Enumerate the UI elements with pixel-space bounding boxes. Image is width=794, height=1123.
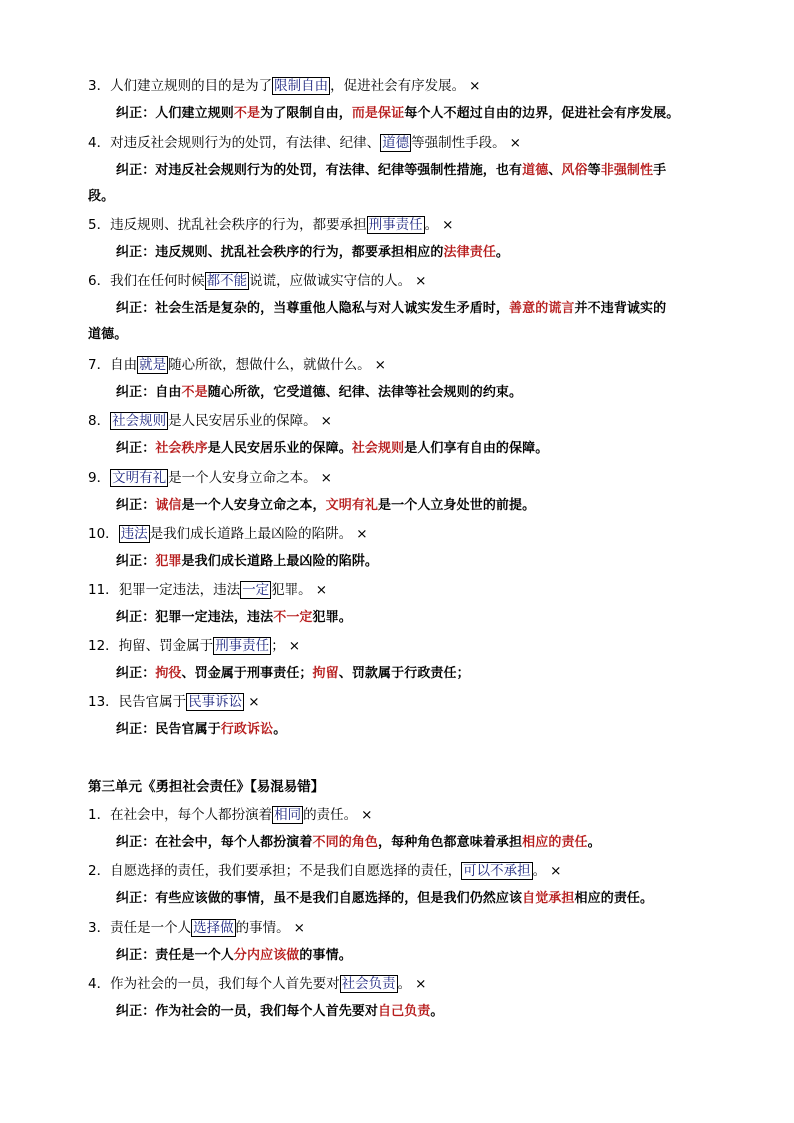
question-number: 1． xyxy=(88,807,111,823)
question-number: 7． xyxy=(88,357,111,373)
question-number: 11． xyxy=(88,582,119,598)
boxed-error: 选择做 xyxy=(193,920,234,936)
key-answer: 道德 xyxy=(522,163,549,178)
question-number: 4． xyxy=(88,976,111,992)
correction-a8 xyxy=(0,605,794,631)
key-answer: 不一定 xyxy=(273,610,313,625)
correction-text: 等 xyxy=(587,163,601,178)
question-text: 随心所欲，想做什么，就做什么。 xyxy=(168,357,371,373)
question-a6 xyxy=(0,465,794,491)
correction-text: ： xyxy=(142,554,156,569)
wrong-mark: × xyxy=(315,582,327,598)
wrong-mark: × xyxy=(374,357,386,373)
boxed-error: 社会规则 xyxy=(112,413,167,429)
boxed-error: 限制自由 xyxy=(274,78,329,94)
question-a3 xyxy=(0,268,794,294)
correction-a10 xyxy=(0,717,794,743)
section-title: 第三单元《勇担社会责任》【易混易错】 xyxy=(88,779,325,795)
correction-a4 xyxy=(0,380,794,406)
question-number: 5． xyxy=(88,217,111,233)
correction-label: 纠正 xyxy=(116,106,143,121)
question-text: 是一个人安身立命之本。 xyxy=(168,470,317,486)
question-text: 作为社会的一员，我们每个人首先要对 xyxy=(110,976,340,992)
correction-text: 是人民安居乐业的保障。 xyxy=(207,441,352,456)
correction-label: 纠正 xyxy=(116,301,143,316)
correction-text: 、罚金属于刑事责任； xyxy=(181,666,313,681)
question-text: 犯罪。 xyxy=(271,582,312,598)
correction-text: ： xyxy=(142,666,156,681)
question-text: 人们建立规则的目的是为了 xyxy=(110,78,273,94)
correction-text: ，每种角色都意味着承担 xyxy=(378,835,523,850)
wrong-mark: × xyxy=(248,694,260,710)
wrong-mark: × xyxy=(320,470,332,486)
question-text: 。 xyxy=(532,863,547,879)
question-text: ，促进社会有序发展。 xyxy=(330,78,466,94)
correction-text: 是一个人立身处世的前提。 xyxy=(378,498,536,513)
question-text: ； xyxy=(271,638,285,654)
correction-label: 纠正 xyxy=(116,835,143,850)
correction-label: 纠正 xyxy=(116,948,143,963)
key-answer: 犯罪 xyxy=(155,554,182,569)
correction-text: ：作为社会的一员，我们每个人首先要对 xyxy=(142,1004,379,1019)
question-text: 的事情。 xyxy=(235,920,290,936)
correction-label: 纠正 xyxy=(116,1004,143,1019)
correction-text: ：人们建立规则 xyxy=(142,106,234,121)
boxed-error: 都不能 xyxy=(206,273,248,289)
question-number: 9． xyxy=(88,470,111,486)
correction-label: 纠正 xyxy=(116,610,143,625)
correction-a2 xyxy=(0,240,794,266)
correction-label: 纠正 xyxy=(116,245,143,260)
correction-b1 xyxy=(0,886,794,912)
question-number: 6． xyxy=(88,273,111,289)
correction-label: 纠正 xyxy=(116,891,143,906)
correction-text: 、 xyxy=(548,163,562,178)
correction-text: ：有些应该做的事情，虽不是我们自愿选择的，但是我们仍然应该 xyxy=(142,891,523,906)
question-number: 10． xyxy=(88,526,119,542)
key-answer: 分内应该做 xyxy=(233,948,300,963)
question-text: 拘留、罚金属于 xyxy=(118,638,214,654)
correction-text: 。 xyxy=(430,1004,444,1019)
correction-text: 是一个人安身立命之本， xyxy=(181,498,326,513)
key-answer: 法律责任 xyxy=(443,245,496,260)
boxed-error: 刑事责任 xyxy=(368,217,423,233)
correction-continuation: 段。 xyxy=(88,189,115,204)
correction-text: ：民告官属于 xyxy=(142,722,221,737)
wrong-mark: × xyxy=(288,638,300,654)
question-b3 xyxy=(0,971,794,997)
wrong-mark: × xyxy=(415,976,427,992)
correction-text: 为了限制自由， xyxy=(260,106,352,121)
correction-text: 是人们享有自由的保障。 xyxy=(404,441,549,456)
correction-text: ：犯罪一定违法，违法 xyxy=(142,610,274,625)
question-text: 自愿选择的责任，我们要承担；不是我们自愿选择的责任， xyxy=(110,863,462,879)
boxed-error: 刑事责任 xyxy=(215,638,270,654)
question-text: 说谎，应做诚实守信的人。 xyxy=(249,273,412,289)
question-a0 xyxy=(0,73,794,99)
question-a2 xyxy=(0,212,794,238)
correction-text: ：社会生活是复杂的，当尊重他人隐私与对人诚实发生矛盾时， xyxy=(142,301,510,316)
correction-b0 xyxy=(0,830,794,856)
question-a7 xyxy=(0,521,794,547)
correction-b2 xyxy=(0,943,794,969)
question-b1 xyxy=(0,858,794,884)
correction-label: 纠正 xyxy=(116,163,143,178)
question-number: 3． xyxy=(88,920,111,936)
question-number: 3． xyxy=(88,78,111,94)
question-a8 xyxy=(0,577,794,603)
key-answer: 风俗 xyxy=(561,163,588,178)
key-answer: 不是 xyxy=(181,385,208,400)
key-answer: 拘役 xyxy=(155,666,182,681)
wrong-mark: × xyxy=(509,135,521,151)
correction-a3 xyxy=(0,296,794,322)
key-answer: 相应的责任 xyxy=(522,835,588,850)
boxed-error: 相同 xyxy=(274,807,302,823)
correction-text: 并不违背诚实的 xyxy=(574,301,667,316)
correction-text: 每个人不超过自由的边界，促进社会有序发展。 xyxy=(404,106,680,121)
correction-label: 纠正 xyxy=(116,498,143,513)
question-number: 8． xyxy=(88,413,111,429)
correction-b3 xyxy=(0,999,794,1025)
question-text: 是我们成长道路上最凶险的陷阱。 xyxy=(149,526,353,542)
key-answer: 诚信 xyxy=(155,498,182,513)
correction-text: ：自由 xyxy=(142,385,182,400)
correction-text: ：违反规则、扰乱社会秩序的行为，都要承担相应的 xyxy=(142,245,444,260)
question-a1 xyxy=(0,130,794,156)
question-text: 我们在任何时候 xyxy=(110,273,205,289)
key-answer: 不同的角色 xyxy=(312,835,379,850)
question-b0 xyxy=(0,802,794,828)
key-answer: 社会规则 xyxy=(351,441,405,456)
correction-a1 xyxy=(0,158,794,184)
boxed-error: 社会负责 xyxy=(341,976,396,992)
question-text: 民告官属于 xyxy=(118,694,187,710)
key-answer: 不是 xyxy=(233,106,261,121)
correction-a5 xyxy=(0,436,794,462)
question-text: 对违反社会规则行为的处罚，有法律、纪律、 xyxy=(110,135,381,151)
question-a10 xyxy=(0,689,794,715)
key-answer: 社会秩序 xyxy=(155,441,208,456)
boxed-error: 道德 xyxy=(382,135,410,151)
wrong-mark: × xyxy=(469,78,481,94)
key-answer: 自觉承担 xyxy=(522,891,575,906)
key-answer: 善意的谎言 xyxy=(509,301,575,316)
question-a5 xyxy=(0,408,794,434)
question-text: 的责任。 xyxy=(303,807,358,823)
correction-text: 是我们成长道路上最凶险的陷阱。 xyxy=(181,554,379,569)
question-text: 违反规则、扰乱社会秩序的行为，都要承担 xyxy=(110,217,367,233)
correction-text: ：责任是一个人 xyxy=(142,948,234,963)
boxed-error: 违法 xyxy=(120,526,148,542)
question-number: 13． xyxy=(88,694,119,710)
correction-label: 纠正 xyxy=(116,722,143,737)
wrong-mark: × xyxy=(361,807,373,823)
wrong-mark: × xyxy=(442,217,454,233)
correction-text: 、罚款属于行政责任； xyxy=(338,666,470,681)
key-answer: 非强制性 xyxy=(600,163,654,178)
question-b2 xyxy=(0,915,794,941)
correction-a9 xyxy=(0,661,794,687)
correction-a7 xyxy=(0,549,794,575)
correction-text: 犯罪。 xyxy=(312,610,352,625)
correction-text: 手 xyxy=(653,163,667,178)
correction-label: 纠正 xyxy=(116,666,143,681)
wrong-mark: × xyxy=(550,863,562,879)
correction-text: 。 xyxy=(495,245,510,260)
correction-text: 相应的责任。 xyxy=(574,891,654,906)
question-text: 等强制性手段。 xyxy=(411,135,506,151)
wrong-mark: × xyxy=(415,273,427,289)
question-text: 是人民安居乐业的保障。 xyxy=(168,413,317,429)
correction-a6 xyxy=(0,493,794,519)
question-text: 自由 xyxy=(110,357,138,373)
key-answer: 而是保证 xyxy=(351,106,405,121)
boxed-error: 民事诉讼 xyxy=(188,694,243,710)
key-answer: 文明有礼 xyxy=(325,498,379,513)
boxed-error: 文明有礼 xyxy=(112,470,167,486)
wrong-mark: × xyxy=(320,413,332,429)
correction-text: ：对违反社会规则行为的处罚，有法律、纪律等强制性措施，也有 xyxy=(142,163,523,178)
key-answer: 拘留 xyxy=(312,666,339,681)
question-text: 。 xyxy=(424,217,439,233)
boxed-error: 就是 xyxy=(139,357,167,373)
boxed-error: 一定 xyxy=(242,582,270,598)
question-number: 2． xyxy=(88,863,111,879)
correction-continuation: 道德。 xyxy=(88,327,128,342)
correction-label: 纠正 xyxy=(116,441,143,456)
question-text: 犯罪一定违法，违法 xyxy=(118,582,241,598)
wrong-mark: × xyxy=(293,920,305,936)
correction-label: 纠正 xyxy=(116,385,143,400)
key-answer: 行政诉讼 xyxy=(220,722,274,737)
question-a4 xyxy=(0,352,794,378)
wrong-mark: × xyxy=(356,526,368,542)
question-number: 12． xyxy=(88,638,119,654)
question-a9 xyxy=(0,633,794,659)
boxed-error: 可以不承担 xyxy=(463,863,531,879)
correction-text: ： xyxy=(142,441,156,456)
question-text: 在社会中，每个人都扮演着 xyxy=(110,807,273,823)
correction-text: 。 xyxy=(273,722,287,737)
question-number: 4． xyxy=(88,135,111,151)
question-text: 。 xyxy=(397,976,412,992)
correction-text: 随心所欲，它受道德、纪律、法律等社会规则的约束。 xyxy=(207,385,523,400)
correction-a0 xyxy=(0,101,794,127)
correction-text: ： xyxy=(142,498,156,513)
key-answer: 自己负责 xyxy=(378,1004,431,1019)
correction-text: 的事情。 xyxy=(299,948,352,963)
question-text: 责任是一个人 xyxy=(110,920,192,936)
correction-text: ：在社会中，每个人都扮演着 xyxy=(142,835,313,850)
correction-label: 纠正 xyxy=(116,554,143,569)
correction-text: 。 xyxy=(587,835,601,850)
